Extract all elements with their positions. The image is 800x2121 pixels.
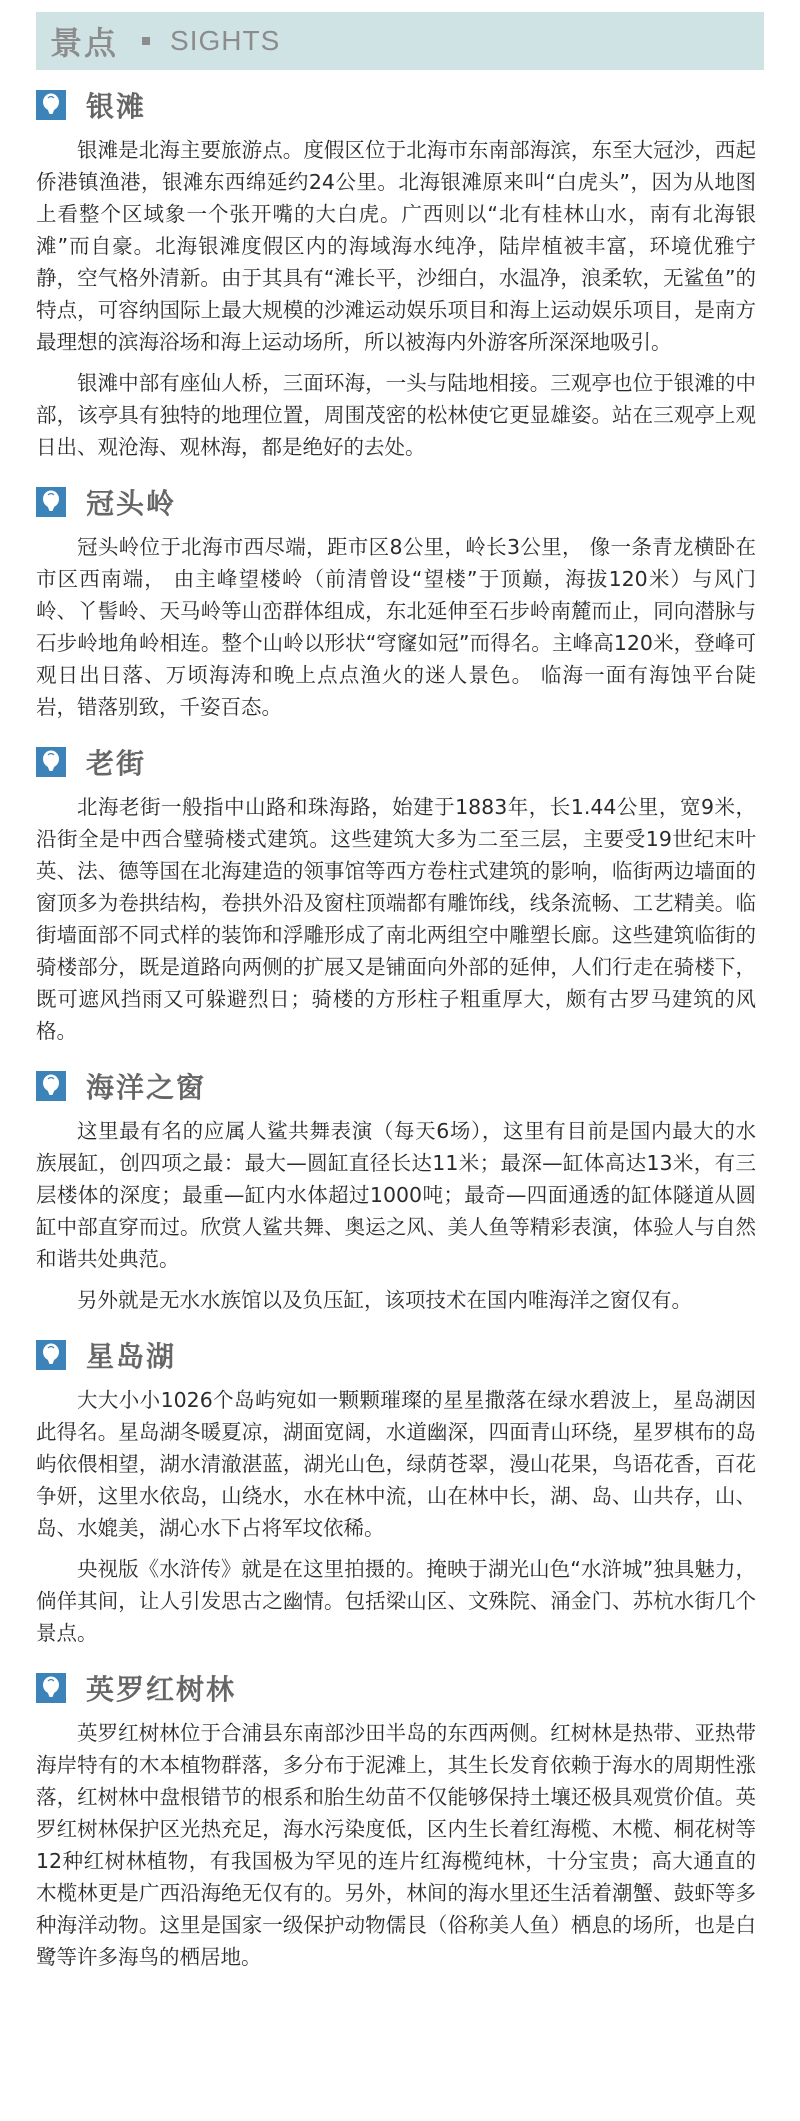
section-title: 银滩 [86,90,147,123]
section-paragraph: 这里最有名的应属人鲨共舞表演（每天6场），这里有目前是国内最大的水族展缸，创四项之最：最大—圆缸直径长达11米；最深—缸体高达13米，有三层楼体的深度；最重—缸内水体超过1000吨；最奇—四面通透的缸体隧道从圆缸中部直穿而过。欣赏人鲨共舞、奥运之风、美人鱼等精彩表演，体验人与自然和谐共处典范。 [36,1119,756,1271]
balloon-icon [36,90,66,120]
section-paragraph: 大大小小1026个岛屿宛如一颗颗璀璨的星星撒落在绿水碧波上，星岛湖因此得名。星岛湖冬暖夏凉，湖面宽阔，水道幽深，四面青山环绕，星罗棋布的岛屿依偎相望，湖水清澈湛蓝，湖光山色，绿荫苍翠，漫山花果，鸟语花香，百花争妍，这里水依岛，山绕水，水在林中流，山在林中长，湖、岛、山共存，山、岛、水媲美，湖心水下占将军坟依稀。 [36,1388,756,1540]
section-paragraph: 冠头岭位于北海市西尽端，距市区8公里，岭长3公里， 像一条青龙横卧在市区西南端， 由主峰望楼岭（前清曾设“望楼”于顶巅，海拔120米）与风门岭、丫髻岭、天马岭等山峦群体组成，东北延伸至石步岭南麓而止，同向潜脉与石步岭地角岭相连。整个山岭以形状“穹窿如冠”而得名。主峰高120米，登峰可观日出日落、万顷海涛和晚上点点渔火的迷人景色。 临海一面有海蚀平台陡岩，错落别致，千姿百态。 [36,535,756,719]
section-paragraph: 央视版《水浒传》就是在这里拍摄的。掩映于湖光山色“水浒城”独具魅力，倘佯其间，让人引发思古之幽情。包括梁山区、文殊院、涌金门、苏杭水街几个景点。 [36,1557,756,1645]
section-paragraph: 英罗红树林位于合浦县东南部沙田半岛的东西两侧。红树林是热带、亚热带海岸特有的木本植物群落，多分布于泥滩上，其生长发育依赖于海水的周期性涨落，红树林中盘根错节的根系和胎生幼苗不仅能够保持土壤还极具观赏价值。英罗红树林保护区光热充足，海水污染度低，区内生长着红海榄、木榄、桐花树等12种红树林植物，有我国极为罕见的连片红海榄纯林，十分宝贵；高大通直的木榄林更是广西沿海绝无仅有的。另外，林间的海水里还生活着潮蟹、鼓虾等多种海洋动物。这里是国家一级保护动物儒艮（俗称美人鱼）栖息的场所，也是白鹭等许多海鸟的栖居地。 [36,1721,756,1969]
balloon-icon [36,1673,66,1703]
section-guantouling [36,481,756,723]
section-title: 英罗红树林 [86,1673,237,1706]
section-yintan [36,84,756,463]
sights-content [36,84,756,1991]
section-title: 老街 [86,747,147,780]
balloon-icon [36,747,66,777]
section-heading [36,481,756,523]
balloon-icon [36,1071,66,1101]
section-heading [36,1334,756,1376]
section-heading [36,741,756,783]
header-bar [36,12,764,70]
balloon-icon [36,1340,66,1370]
section-paragraph: 北海老街一般指中山路和珠海路，始建于1883年，长1.44公里，宽9米，沿街全是中西合璧骑楼式建筑。这些建筑大多为二至三层，主要受19世纪末叶英、法、德等国在北海建造的领事馆等西方卷柱式建筑的影响，临街两边墙面的窗顶多为卷拱结构，卷拱外沿及窗柱顶端都有雕饰线，线条流畅、工艺精美。临街墙面部不同式样的装饰和浮雕形成了南北两组空中雕塑长廊。这些建筑临街的骑楼部分，既是道路向两侧的扩展又是铺面向外部的延伸，人们行走在骑楼下，既可遮风挡雨又可躲避烈日；骑楼的方形柱子粗重厚大，颇有古罗马建筑的风格。 [36,795,756,1043]
section-yingluo-mangrove [36,1667,756,1973]
section-paragraph: 银滩中部有座仙人桥，三面环海，一头与陆地相接。三观亭也位于银滩的中部，该亭具有独特的地理位置，周围茂密的松林使它更显雄姿。站在三观亭上观日出、观沧海、观林海，都是绝好的去处。 [36,371,756,459]
header-title-en: SIGHTS [170,25,281,56]
header-separator [142,37,150,45]
section-star-island-lake [36,1334,756,1649]
section-heading [36,1065,756,1107]
section-heading [36,84,756,126]
section-heading [36,1667,756,1709]
section-paragraph: 另外就是无水水族馆以及负压缸，该项技术在国内唯海洋之窗仅有。 [77,1288,692,1312]
balloon-icon [36,487,66,517]
section-ocean-window [36,1065,756,1316]
section-title: 冠头岭 [86,487,177,520]
header-title-cn: 景点 [50,24,119,62]
section-title: 星岛湖 [86,1340,177,1373]
section-title: 海洋之窗 [86,1071,207,1104]
section-old-street [36,741,756,1047]
section-paragraph: 银滩是北海主要旅游点。度假区位于北海市东南部海滨，东至大冠沙，西起侨港镇渔港，银滩东西绵延约24公里。北海银滩原来叫“白虎头”，因为从地图上看整个区域象一个张开嘴的大白虎。广西则以“北有桂林山水，南有北海银滩”而自豪。北海银滩度假区内的海域海水纯净，陆岸植被丰富，环境优雅宁静，空气格外清新。由于其具有“滩长平，沙细白，水温净，浪柔软，无鲨鱼”的特点，可容纳国际上最大规模的沙滩运动娱乐项目和海上运动娱乐项目，是南方最理想的滨海浴场和海上运动场所，所以被海内外游客所深深地吸引。 [36,138,756,354]
